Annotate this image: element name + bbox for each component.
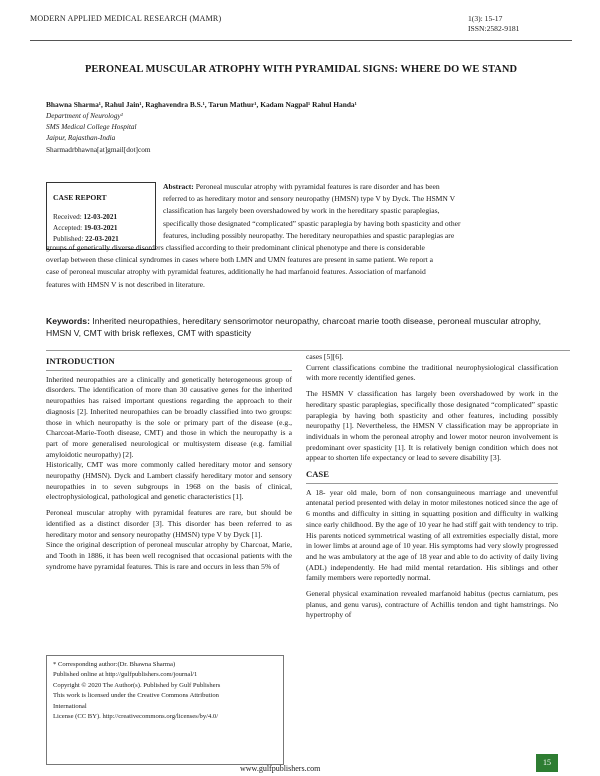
case-paragraph: A 18- year old male, born of non consanguineous marriage and uneventful antenatal period presented with delay in motor milestones noticed since the age of 6 months and difficulty in sitting in squatting position and difficulty in walking since early childhood. By the age of 10 year he had stiff gait with tendency to trip. His parents noticed symmetrical wasting of all extremities especially distal, more in lower limbs at around age of 10 year. His symptoms had very slowly progressed and he was ambulatory at the age of 18 year and able to do activity of daily living (ADL) independently. He had mild mental retardation. His siblings and other family members were reportedly normal. (306, 487, 558, 583)
affiliation-college: SMS Medical College Hospital (46, 122, 137, 131)
introduction-heading: INTRODUCTION (46, 356, 115, 366)
case-rule (306, 483, 558, 484)
keywords: Keywords: Inherited neuropathies, hereditary sensorimotor neuropathy, charcoat marie tooth disease, peroneal muscular atrophy, HMSN V, CMT with brisk reflexes, CMT with spasticity (46, 316, 542, 339)
received-date: Received: 12-03-2021 (53, 213, 118, 221)
abstract-full-block (46, 242, 558, 291)
volume-info: 1(3): 15-17 (468, 14, 503, 23)
body-paragraph: Current classifications combine the traditional neurophysiological classification with more recently identified genes. (306, 362, 558, 383)
author-email[interactable]: Sharmadrbhawna[at]gmail[dot]com (46, 145, 151, 154)
publisher-url[interactable]: www.gulfpublishers.com (240, 764, 321, 773)
accepted-date: Accepted: 19-03-2021 (53, 224, 118, 232)
keywords-label: Keywords: (46, 316, 90, 326)
affiliation-department: Department of Neurology¹ (46, 111, 123, 120)
abstract-line: referred to as hereditary motor and sensory neuropathy (HMSN) type V by Dyck. The HSMN V (163, 194, 456, 204)
abstract-line: specifically those designated “complicated” spastic paraplegia by having both spasticity and other (163, 218, 461, 228)
journal-name: MODERN APPLIED MEDICAL RESEARCH (MAMR) (30, 14, 222, 23)
intro-paragraph: Inherited neuropathies are a clinically and genetically heterogeneous group of disorders. The identification of more than 30 causative genes for the inherited neuropathies has raised important questions regarding the approach to their diagnosis [2]. Inherited neuropathies can be broadly classified into two groups: those in which neuropathy is the sole or primary part of the disease (e.g., Charcoat-Marie-Tooth disease, CMT) and those in which the neuropathy is a part of more generalised neurological or multisystem disease (e.g. familial amyloidotic neuropathy) [2]. (46, 374, 292, 459)
abstract-label: Abstract: (163, 182, 194, 191)
corresponding-author: * Corresponding author:(Dr. Bhawna Sharma) (53, 661, 176, 668)
page-number: 15 (536, 754, 558, 772)
abstract-line: groups of genetically diverse disorders classified according to their predominant clinical phenotype and there is considerable (46, 243, 425, 252)
abstract-right-block (163, 181, 558, 242)
abstract-line: Abstract: Peroneal muscular atrophy with pyramidal features is rare disorder and has been (163, 182, 440, 191)
left-column (46, 356, 292, 577)
license-url[interactable]: License (CC BY). http://creativecommons.org/licenses/by/4.0/ (53, 713, 219, 721)
footnote-box (46, 655, 284, 765)
issn-info: ISSN:2582-9181 (468, 24, 520, 33)
published-online[interactable]: Published online at http://gulfpublishers.com/journal/1 (53, 671, 198, 679)
author-list: Bhawna Sharma¹, Rahul Jain¹, Raghavendra B.S.¹, Tarun Mathur¹, Kadam Nagpal¹ Rahul Handa¹ (46, 100, 357, 109)
case-heading: CASE (306, 469, 329, 480)
abstract-line: features, including possibly neuropathy. The hereditary neuropathies and spastic paraplegias are (163, 230, 455, 240)
published-date: Published: 22-03-2021 (53, 235, 119, 243)
keywords-divider (46, 350, 570, 351)
case-paragraph: General physical examination revealed marfanoid habitus (pectus carniatum, pes planus, and genu varus), contracture of Achillis tendon and tight hamstrings. No hypertrophy of (306, 589, 558, 620)
body-paragraph: cases [5][6]. (306, 352, 344, 361)
affiliation-city: Jaipur, Rajasthan-India (46, 133, 116, 142)
intro-paragraph: Peroneal muscular atrophy with pyramidal features are rare, but should be identified as a distinct disorder [3]. This disorder has been referred to as hereditary motor and sensory neuropathy (HMSN) type V by Dyck [1]. (46, 508, 292, 539)
header-divider (30, 40, 572, 41)
introduction-rule (46, 370, 292, 371)
right-column (306, 352, 558, 626)
copyright: Copyright © 2020 The Author(s). Published by Gulf Publishers (53, 681, 221, 689)
abstract-line: overlap between these clinical syndromes in cases where both LMN and UMN features are present in same patient. We report a (46, 255, 434, 265)
journal-issue (468, 14, 519, 34)
case-report-box (46, 182, 156, 250)
intro-paragraph: Since the original description of peroneal muscular atrophy by Charcoat, Marie, and Tooth in 1886, it has been well recognised that occasional patients with the syndrome have pyramidal features. This is rare and occurs in less than 5% of (46, 540, 292, 571)
paper-title: PERONEAL MUSCULAR ATROPHY WITH PYRAMIDAL SIGNS: WHERE DO WE STAND (84, 64, 518, 75)
license-line: International (53, 702, 87, 710)
abstract-line: case of peroneal muscular atrophy with pyramidal features, additionally he had marfanoid features. Association of marfanoid (46, 267, 426, 277)
abstract-line: classification has largely been overshadowed by work in the hereditary spastic paraplegias, (163, 206, 440, 216)
case-report-title: CASE REPORT (53, 193, 107, 202)
body-paragraph: The HSMN V classification has largely been overshadowed by work in the hereditary spastic paraplegias, specifically those designated “complicated” spastic paraplegia by having both spasticity and other features, including possibly neuropathy [1]. Nevertheless, the HMSN V classification may be appropriate in individuals in whom the peroneal atrophy and lower motor neuron involvement is predominant over spasticity [1]. It is relatively benign condition which does not appear to shorten life expectancy or lead to severe disability [3]. (306, 389, 558, 463)
license-line: This work is licensed under the Creative Commons Attribution (53, 692, 219, 700)
intro-paragraph: Historically, CMT was more commonly called hereditary motor and sensory neuropathy (HMSN). Dyck and Lambert classify hereditary motor and sensory neuropathies in to seven subgroups in 1968 on the basis of clinical, electrophysiological, pathological and genetic characteristics [1]. (46, 460, 292, 502)
abstract-line: features with HMSN V is not described in literature. (46, 279, 205, 289)
